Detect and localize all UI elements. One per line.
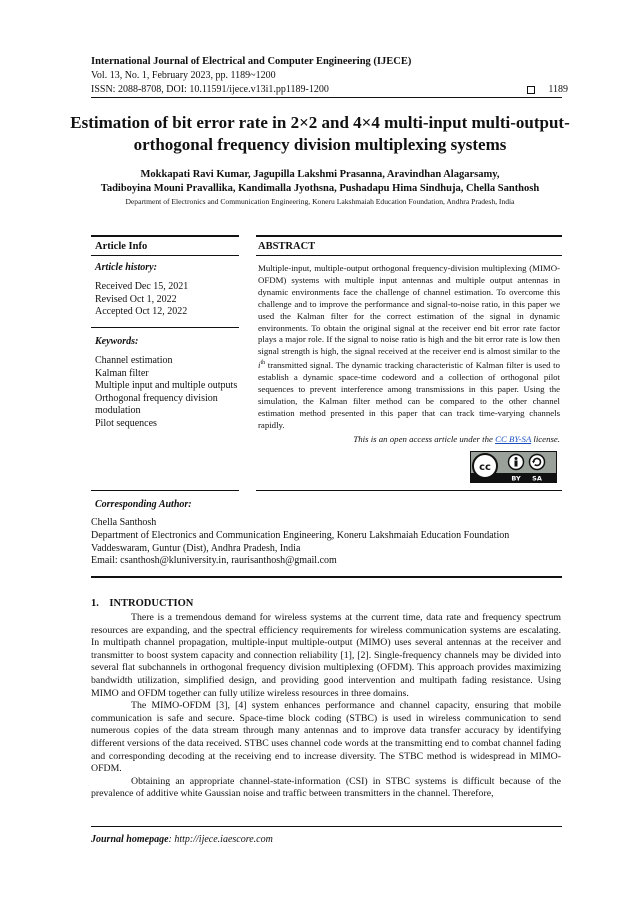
cc-by-label: BY	[511, 474, 521, 482]
paper-title: Estimation of bit error rate in 2×2 and 4×4 multi-input multi-output-orthogonal frequency division multiplexing systems	[70, 113, 570, 154]
corresponding-email: Email: csanthosh@kluniversity.in, raurisanthosh@gmail.com	[91, 555, 337, 567]
corresponding-details	[91, 517, 571, 568]
keywords-heading: Keywords:	[95, 336, 139, 347]
keywords-list	[95, 355, 245, 430]
abstract-text: Multiple-input, multiple-output orthogonal frequency-division multiplexing (MIMO-OFDM) systems with multiple input antennas and multiple output antennas in dynamic environments face the challenge of channel estimation. To overcome this challenge and to improve the performance and signal-to-noise ratio, in this paper we used the Kalman filter for the correct estimation of the signal in dynamic environments. To obtain the original signal at the receiver end bit error rate factor plays a major role. If the signal to noise ratio is high and the bit error rate is low then signal strength is high, the signal received at the receiver end is almost similar to the $i^{th}$ transmitted signal. The dynamic tracking characteristic of Kalman filter is used to establish a dynamic space-time codeword and a collection of orthogonal pilot sequences to prevent interference among transmissions in this paper. Using the simulation, the Kalman filter method can be compared to the other channel estimation method presented in this paper that can track time-varying channels rapidly.	[258, 263, 560, 430]
affiliation: Department of Electronics and Communication Engineering, Koneru Lakshmaiah Education Foundation, Andhra Pradesh, India	[125, 197, 515, 206]
corresponding-bottom-rule	[91, 576, 562, 578]
article-info-bottom-rule	[91, 490, 239, 491]
cc-badge-graphic	[471, 452, 556, 482]
page-reference	[527, 84, 568, 95]
share-alike-icon	[530, 455, 545, 470]
history-dates	[95, 281, 188, 319]
corresponding-heading: Corresponding Author:	[95, 499, 192, 510]
homepage-url[interactable]: : http://ijece.iaescore.com	[168, 834, 273, 845]
introduction-body	[91, 612, 561, 801]
keyword-item: Channel estimation	[95, 355, 173, 366]
abstract-top-rule	[256, 235, 562, 237]
corresponding-name: Chella Santhosh	[91, 517, 157, 528]
volume-info: Vol. 13, No. 1, February 2023, pp. 1189~1200	[91, 70, 276, 81]
page-number: 1189	[548, 84, 568, 95]
introduction-heading: 1. INTRODUCTION	[91, 598, 194, 609]
journal-name: International Journal of Electrical and Computer Engineering (IJECE)	[91, 56, 412, 67]
keyword-item: Orthogonal frequency division modulation	[95, 392, 218, 416]
accepted-date: Accepted Oct 12, 2022	[95, 306, 188, 317]
corresponding-address: Vaddeswaram, Guntur (Dist), Andhra Pradesh, India	[91, 542, 301, 554]
keywords-rule	[91, 327, 239, 328]
history-heading: Article history:	[95, 262, 157, 273]
footer-rule	[91, 826, 562, 827]
abstract-heading: ABSTRACT	[258, 241, 316, 252]
authors-line-1: Mokkapati Ravi Kumar, Jagupilla Lakshmi Prasanna, Aravindhan Alagarsamy,	[140, 169, 500, 180]
abstract-sub-rule	[256, 255, 562, 256]
corresponding-dept: Department of Electronics and Communication Engineering, Koneru Lakshmaiah Education Foundation	[91, 529, 510, 541]
square-icon	[527, 86, 535, 94]
article-info-sub-rule	[91, 255, 239, 256]
cc-sa-label: SA	[532, 474, 542, 482]
header-rule	[91, 97, 562, 98]
article-info-top-rule	[91, 235, 239, 237]
intro-paragraph: Obtaining an appropriate channel-state-information (CSI) in STBC systems is difficult because of the prevalence of additive white Gaussian noise and traffic between transmitters in the channel. Therefore,	[91, 775, 561, 800]
svg-text:cc: cc	[479, 462, 491, 473]
issn-doi: ISSN: 2088-8708, DOI: 10.11591/ijece.v13i1.pp1189-1200	[91, 84, 329, 95]
received-date: Received Dec 15, 2021	[95, 281, 189, 292]
journal-homepage: Journal homepage: http://ijece.iaescore.com	[91, 834, 273, 845]
authors-line-2: Tadiboyina Mouni Pravallika, Kandimalla Jyothsna, Pushadapu Hima Sindhuja, Chella Santhosh	[100, 183, 540, 194]
author-list	[60, 168, 580, 196]
keyword-item: Multiple input and multiple outputs	[95, 380, 238, 391]
keyword-item: Kalman filter	[95, 367, 149, 379]
intro-paragraph: There is a tremendous demand for wireless systems at the current time, data rate and frequency spectrum resources are expanding, and the spectral efficiency requirements for wireless communication systems are escalating. In multipath channel propagation, multiple-input multiple-output (MIMO) uses several antennas at the receiver and transmitter to boost system capacity and connection reliability [1], [2]. Single-frequency channels may be divided into several flat subchannels in orthogonal frequency division multiplexing (OFDM). This approach provides maximizing bandwidth utilization, simplified design, and providing good intervention and multipath fading resistance. Using MIMO and OFDM together can fully utilize wireless resources in three domains.	[91, 612, 561, 699]
open-access-note: This is an open access article under the CC BY-SA license.	[353, 434, 560, 444]
keyword-item: Pilot sequences	[95, 417, 157, 429]
article-info-heading: Article Info	[95, 241, 148, 252]
license-link[interactable]: CC BY-SA	[495, 434, 532, 444]
intro-paragraph: The MIMO-OFDM [3], [4] system enhances performance and channel capacity, ensuring that mobile communication is safe and secure. Space-time block coding (STBC) is used in wireless communication to send numerous copies of the data stream through many antennas and to improve data transfer accuracy by identifying different versions of the data received. STBC uses channel code words at the transmitting end to combat channel fading and corresponding decoding at the receiving end to increase diversity. The STBC method is widespread in MIMO-OFDM.	[91, 700, 561, 775]
cc-by-sa-badge[interactable]	[470, 451, 557, 483]
abstract-bottom-rule	[256, 490, 562, 491]
revised-date: Revised Oct 1, 2022	[95, 293, 177, 305]
